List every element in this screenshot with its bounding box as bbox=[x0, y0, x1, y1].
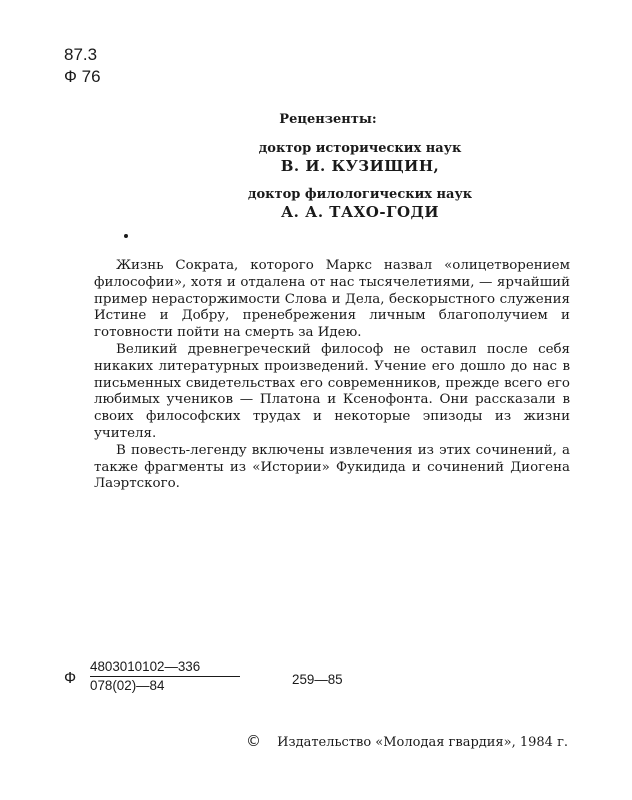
reviewer-2-name: А. А. ТАХО-ГОДИ bbox=[280, 203, 440, 221]
code-denominator: 078(02)—84 bbox=[90, 676, 240, 695]
author-mark: Ф 76 bbox=[64, 67, 101, 86]
reviewer-1 bbox=[140, 141, 580, 175]
reviewers-section bbox=[140, 112, 580, 233]
code-tail: 259—85 bbox=[292, 672, 343, 687]
reviewer-2-title: доктор филологических наук bbox=[247, 187, 473, 202]
classification-code bbox=[64, 44, 101, 88]
annotation-paragraph: В повесть-легенду включены извлечения из этих сочинений, а также фрагменты из «Истории» Фукидида и сочинений Диогена Лаэртского. bbox=[94, 442, 570, 492]
annotation-paragraph: Великий древнегреческий философ не оставил после себя никаких литературных произведений. Учение его дошло до нас в письменных свидетельствах его современников, прежде всего его любимых учеников — Платона и Ксенофонта. Они рассказали в своих философских трудах и некоторые эпизоды из жизни учителя. bbox=[94, 341, 570, 441]
code-numerator: 4803010102—336 bbox=[90, 659, 201, 674]
ink-dot bbox=[124, 234, 128, 238]
reviewer-1-title: доктор исторических наук bbox=[258, 141, 462, 156]
copyright-line bbox=[246, 732, 568, 750]
code-fraction bbox=[90, 658, 240, 695]
reviewer-2 bbox=[140, 187, 580, 221]
copyright-text: Издательство «Молодая гвардия», 1984 г. bbox=[277, 735, 569, 750]
bbk-index: 87.3 bbox=[64, 45, 98, 64]
reviewers-heading: Рецензенты: bbox=[279, 112, 377, 127]
annotation-paragraph: Жизнь Сократа, которого Маркс назвал «олицетворением философии», хотя и отдалена от нас тысячелетиями, — ярчайший пример нерасторжимости Слова и Дела, бескорыстного служения Истине и Добру, пренебрежения личным благополучием и готовности пойти на смерть за Идею. bbox=[94, 258, 570, 341]
reviewer-1-name: В. И. КУЗИЩИН, bbox=[280, 157, 440, 175]
copyright-icon: © bbox=[246, 732, 261, 750]
code-letter: Ф bbox=[64, 670, 77, 687]
book-annotation bbox=[94, 258, 570, 493]
